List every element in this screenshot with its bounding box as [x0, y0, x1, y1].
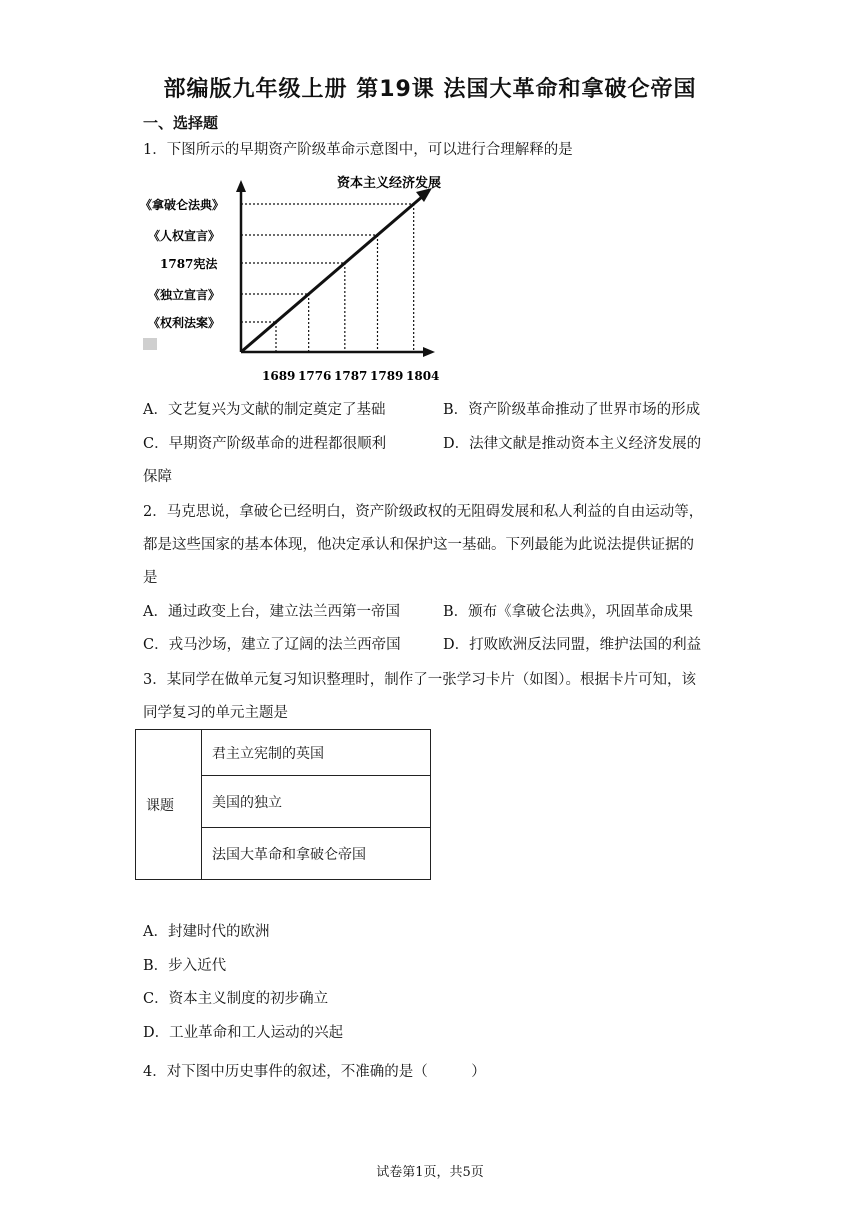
q2-stem-line3: 是 — [143, 570, 158, 586]
q3-stem-line1: 3．某同学在做单元复习知识整理时，制作了一张学习卡片（如图）。根据卡片可知，该 — [143, 672, 696, 688]
q1-option-a[interactable]: A．文艺复兴为文献的制定奠定了基础 — [143, 402, 386, 418]
x-axis-arrowhead — [423, 347, 435, 357]
document-label: 《独立宣言》 — [148, 288, 221, 302]
q1-option-c[interactable]: C．早期资产阶级革命的进程都很顺利 — [143, 436, 387, 452]
document-label: 《拿破仑法典》 — [140, 198, 225, 212]
q1-option-d[interactable]: D．法律文献是推动资本主义经济发展的 — [443, 436, 702, 452]
page-title: 部编版九年级上册 第19课 法国大革命和拿破仑帝国 — [163, 77, 697, 102]
year-label: 1776 — [298, 369, 332, 383]
q2-option-a[interactable]: A．通过政变上台，建立法兰西第一帝国 — [143, 604, 400, 620]
year-label: 1689 — [262, 369, 296, 383]
q2-option-b[interactable]: B．颁布《拿破仑法典》，巩固革命成果 — [443, 604, 693, 620]
document-label: 《权利法案》 — [148, 316, 221, 330]
year-label: 1804 — [406, 369, 440, 383]
q2-option-d[interactable]: D．打败欧洲反法同盟，维护法国的利益 — [443, 637, 702, 653]
q1-stem: 1．下图所示的早期资产阶级革命示意图中，可以进行合理解释的是 — [143, 142, 573, 158]
growth-arrow — [241, 196, 423, 352]
q2-stem-line1: 2．马克思说，拿破仑已经明白，资产阶级政权的无阻碍发展和私人利益的自由运动等， — [143, 504, 704, 520]
q1-option-d-continued: 保障 — [143, 469, 172, 485]
card-row-3: 法国大革命和拿破仑帝国 — [202, 828, 431, 880]
section-heading: 一、选择题 — [143, 114, 219, 132]
card-row-1: 君主立宪制的英国 — [202, 730, 431, 776]
q2-stem-line2: 都是这些国家的基本体现，他决定承认和保护这一基础。下列最能为此说法提供证据的 — [143, 537, 694, 553]
document-label: 《人权宣言》 — [148, 229, 221, 243]
card-row-2: 美国的独立 — [202, 776, 431, 828]
y-axis-arrowhead — [236, 180, 246, 192]
scan-mark — [143, 338, 157, 350]
year-label: 1787 — [334, 369, 368, 383]
arrow-label: 资本主义经济发展 — [337, 176, 442, 191]
q3-option-c[interactable]: C．资本主义制度的初步确立 — [143, 991, 329, 1007]
document-labels — [140, 197, 224, 330]
study-card-table — [135, 729, 431, 880]
q3-option-a[interactable]: A．封建时代的欧洲 — [143, 924, 270, 940]
q3-stem-line2: 同学复习的单元主题是 — [143, 705, 288, 721]
card-header-cell: 课题 — [136, 730, 202, 880]
q2-option-c[interactable]: C．戎马沙场，建立了辽阔的法兰西帝国 — [143, 637, 401, 653]
q1-option-b[interactable]: B．资产阶级革命推动了世界市场的形成 — [443, 402, 701, 418]
q4-stem: 4．对下图中历史事件的叙述，不准确的是（ ） — [143, 1064, 486, 1080]
year-label: 1789 — [370, 369, 404, 383]
q3-option-d[interactable]: D．工业革命和工人运动的兴起 — [143, 1025, 344, 1041]
page-footer: 试卷第1页，共5页 — [376, 1165, 484, 1180]
q3-option-b[interactable]: B．步入近代 — [143, 958, 227, 974]
document-label: 1787宪法 — [160, 257, 218, 271]
year-labels — [262, 369, 439, 383]
q1-figure — [140, 170, 450, 390]
